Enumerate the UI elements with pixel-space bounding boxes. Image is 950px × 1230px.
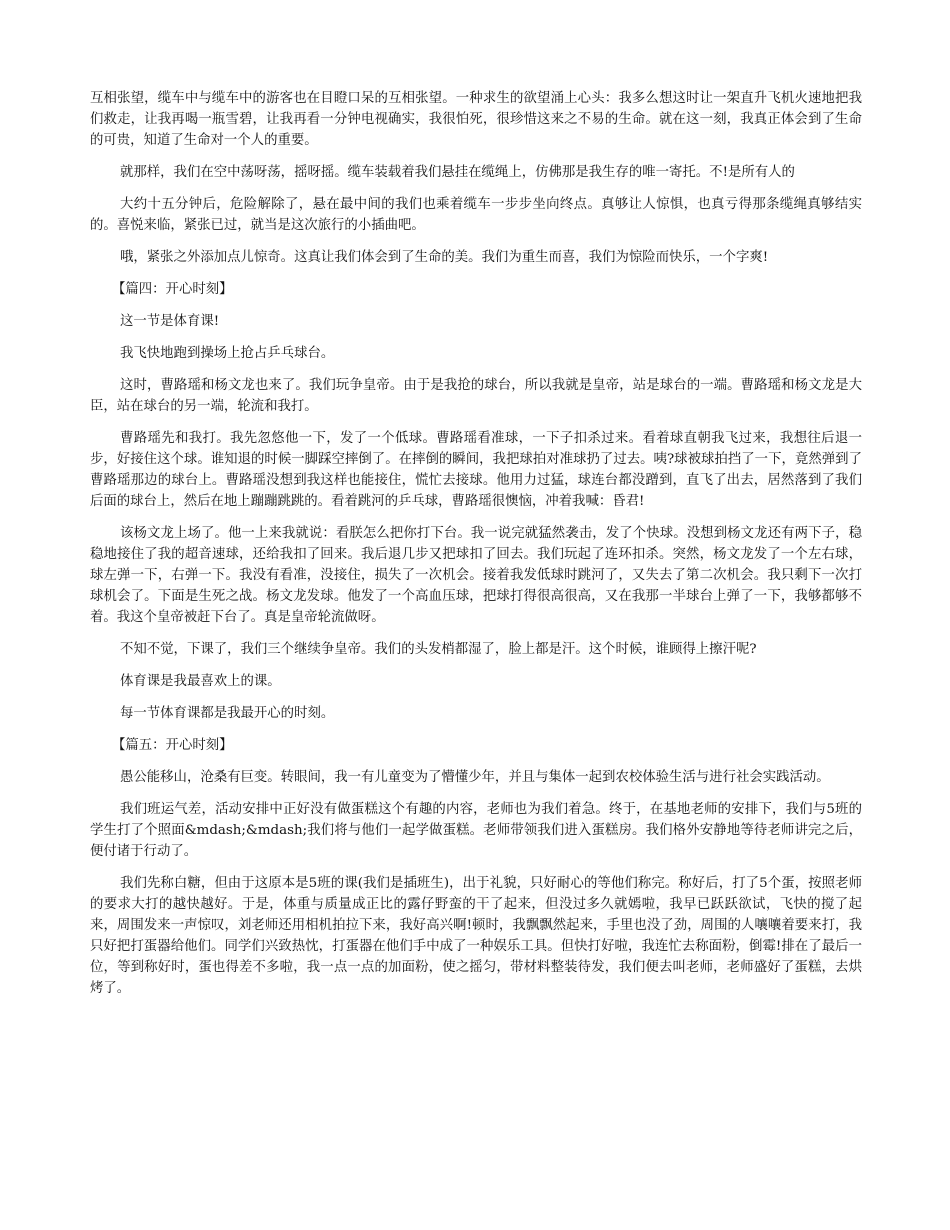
paragraph: 我们班运气差，活动安排中正好没有做蛋糕这个有趣的内容，老师也为我们着急。终于，在基地老师的安排下，我们与5班的学生打了个照面&mdash;&mdash;我们将与他们一起学做蛋糕。老师带领我们进入蛋糕房。我们格外安静地等待老师讲完之后，便付诸于行动了。 [90, 802, 862, 859]
paragraph: 愚公能移山，沧桑有巨变。转眼间，我一有儿童变为了懵懂少年，并且与集体一起到农校体验生活与进行社会实践活动。 [120, 770, 830, 785]
paragraph: 互相张望，缆车中与缆车中的游客也在目瞪口呆的互相张望。一种求生的欲望涌上心头：我多么想这时让一架直升飞机火速地把我们救走，让我再喝一瓶雪碧，让我再看一分钟电视确实，我很怕死，很珍惜这来之不易的生命。就在这一刻，我真正体会到了生命的可贵，知道了生命对一个人的重要。 [90, 91, 862, 148]
paragraph: 每一节体育课都是我最开心的时刻。 [120, 706, 335, 721]
document-body [90, 88, 862, 1010]
paragraph: 我们先称白糖，但由于这原本是5班的课(我们是插班生)，出于礼貌，只好耐心的等他们称完。称好后，打了5个蛋，按照老师的要求大打的越快越好。于是，体重与质量成正比的露仔野蛮的干了起来，但没过多久就嫣啦，我早已跃跃欲试，飞快的搅了起来，周围发来一声惊叹，刘老师还用相机拍拉下来，我好高兴啊!顿时，我飘飘然起来，手里也没了劲，周围的人嚷嚷着要来打，我只好把打蛋器给他们。同学们兴致热忱，打蛋器在他们手中成了一种娱乐工具。但快打好啦，我连忙去称面粉，倒霉!排在了最后一位，等到称好时，蛋也得差不多啦，我一点一点的加面粉，使之摇匀，带材料整装待发，我们便去叫老师，老师盛好了蛋糕，去烘烤了。 [90, 876, 862, 996]
section-heading: 【篇四：开心时刻】 [112, 282, 233, 297]
paragraph: 该杨文龙上场了。他一上来我就说：看朕怎么把你打下台。我一说完就猛然袭击，发了个快球。没想到杨文龙还有两下子，稳稳地接住了我的超音速球，还给我扣了回来。我后退几步又把球扣了回去。我们玩起了连环扣杀。突然，杨文龙发了一个左右球，球左弹一下，右弹一下。我没有看准，没接住，损失了一次机会。接着我发低球时跳河了，又失去了第二次机会。我只剩下一次打球机会了。下面是生死之战。杨文龙发球。他发了一个高血压球，把球打得很高很高，又在我那一半球台上弹了一下，我够都够不着。我这个皇帝被赶下台了。真是皇帝轮流做呀。 [90, 526, 862, 625]
paragraph: 体育课是我最喜欢上的课。 [120, 674, 281, 689]
paragraph: 大约十五分钟后，危险解除了，悬在最中间的我们也乘着缆车一步步坐向终点。真够让人惊惧，也真亏得那条缆绳真够结实的。喜悦来临，紧张已过，就当是这次旅行的小插曲吧。 [90, 197, 862, 233]
paragraph: 不知不觉，下课了，我们三个继续争皇帝。我们的头发梢都湿了，脸上都是汗。这个时候，谁顾得上擦汗呢? [120, 642, 757, 657]
section-heading: 【篇五：开心时刻】 [112, 738, 233, 753]
paragraph: 这时，曹路瑶和杨文龙也来了。我们玩争皇帝。由于是我抢的球台，所以我就是皇帝，站是球台的一端。曹路瑶和杨文龙是大臣，站在球台的另一端，轮流和我打。 [90, 378, 862, 414]
paragraph: 这一节是体育课! [120, 314, 220, 329]
paragraph: 我飞快地跑到操场上抢占乒乓球台。 [120, 346, 335, 361]
paragraph: 就那样，我们在空中荡呀荡，摇呀摇。缆车装载着我们悬挂在缆绳上，仿佛那是我生存的唯一寄托。不!是所有人的 [120, 165, 795, 180]
paragraph: 哦，紧张之外添加点儿惊奇。这真让我们体会到了生命的美。我们为重生而喜，我们为惊险而快乐，一个字爽! [120, 250, 769, 265]
paragraph: 曹路瑶先和我打。我先忽悠他一下，发了一个低球。曹路瑶看准球，一下子扣杀过来。看着球直朝我飞过来，我想往后退一步，好接住这个球。谁知退的时候一脚踩空摔倒了。在摔倒的瞬间，我把球拍对准球扔了过去。咦?球被球拍挡了一下，竟然弹到了曹路瑶那边的球台上。曹路瑶没想到我这样也能接住，慌忙去接球。他用力过猛，球连台都没蹭到，直飞了出去，居然落到了我们后面的球台上，然后在地上蹦蹦跳跳的。看着跳河的乒乓球，曹路瑶很懊恼，冲着我喊：昏君! [90, 431, 862, 509]
